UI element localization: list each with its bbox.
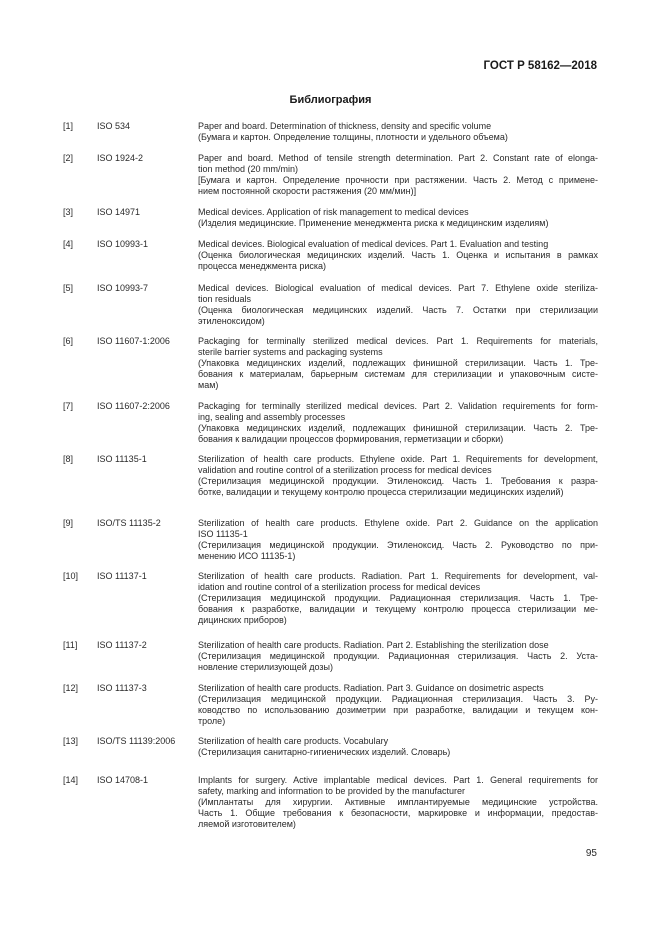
entry-standard-code: ISO 11607-1:2006 xyxy=(97,336,170,346)
entry-description xyxy=(198,153,598,197)
page-number: 95 xyxy=(585,848,597,859)
entry-description-line: Sterilization of health care products. Radiation. Part 3. Guidance on dosimetric aspects xyxy=(198,683,544,693)
entry-description xyxy=(198,336,598,391)
entry-standard-code: ISO/TS 11135-2 xyxy=(97,518,161,528)
entry-description-line: (Стерилизация медицинской продукции. Радиационная стерилизация. Часть 3. Ру- xyxy=(198,694,598,704)
entry-standard-code: ISO 10993-7 xyxy=(97,283,149,293)
entry-description-line: (Стерилизация санитарно-гигиенических изделий. Словарь) xyxy=(198,747,451,757)
entry-description-line: мам) xyxy=(198,380,219,390)
entry-description-line: Paper and board. Method of tensile strength determination. Part 2. Constant rate of elonga- xyxy=(198,153,598,163)
entry-description-line: бования к материалам, барьерным системам для стерилизации и упаковочным систе- xyxy=(198,369,598,379)
entry-description xyxy=(198,518,598,562)
entry-description-line: нием постоянной скорости растяжения (20 мм/мин)] xyxy=(198,186,417,196)
entry-description-line: Medical devices. Biological evaluation of medical devices. Part 7. Ethylene oxide steriliza- xyxy=(198,283,598,293)
entry-description-line: (Бумага и картон. Определение толщины, плотности и удельного объема) xyxy=(198,132,508,142)
entry-description xyxy=(198,775,598,830)
entry-description-line: Sterilization of health care products. Vocabulary xyxy=(198,736,389,746)
document-id: ГОСТ Р 58162—2018 xyxy=(483,60,597,72)
entry-description-line: sterile barrier systems and packaging systems xyxy=(198,347,383,357)
entry-description xyxy=(198,736,598,758)
entry-description-line: (Стерилизация медицинской продукции. Этиленоксид. Часть 2. Руководство по при- xyxy=(198,540,598,550)
entry-description-line: (Упаковка медицинских изделий, подлежащих финишной стерилизации. Часть 2. Тре- xyxy=(198,423,598,433)
entry-description xyxy=(198,640,598,673)
entry-description-line: (Стерилизация медицинской продукции. Этиленоксид. Часть 1. Требования к разра- xyxy=(198,476,598,486)
entry-description-line: Часть 1. Общие требования к безопасности, маркировке и информации, предостав- xyxy=(198,808,598,818)
entry-description-line: validation and routine control of a sterilization process for medical devices xyxy=(198,465,492,475)
entry-description-line: (Оценка биологическая медицинских изделий. Часть 1. Оценка и испытания в рамках xyxy=(198,250,598,260)
entry-description-line: ляемой изготовителем) xyxy=(198,819,296,829)
entry-description xyxy=(198,239,598,272)
entry-number: [2] xyxy=(63,153,74,163)
entry-number: [5] xyxy=(63,283,74,293)
entry-standard-code: ISO 11135-1 xyxy=(97,454,147,464)
entry-description-line: ботке, валидации и текущему контролю процесса стерилизации медицинских изделий) xyxy=(198,487,564,497)
entry-description-line: tion residuals xyxy=(198,294,252,304)
entry-standard-code: ISO 11607-2:2006 xyxy=(97,401,170,411)
entry-description-line: процесса менеджмента риска) xyxy=(198,261,327,271)
entry-description-line: бования к разработке, валидации и текущему контролю процесса стерилизации ме- xyxy=(198,604,598,614)
entry-description-line: ISO 11135-1 xyxy=(198,529,248,539)
entry-standard-code: ISO 1924-2 xyxy=(97,153,144,163)
entry-description-line: tion method (20 mm/min) xyxy=(198,164,299,174)
entry-number: [6] xyxy=(63,336,74,346)
entry-standard-code: ISO/TS 11139:2006 xyxy=(97,736,176,746)
entry-number: [13] xyxy=(63,736,79,746)
entry-description-line: Sterilization of health care products. Radiation. Part 1. Requirements for development, val- xyxy=(198,571,598,581)
entry-number: [4] xyxy=(63,239,74,249)
entry-description xyxy=(198,683,598,727)
entry-description-line: Sterilization of health care products. Ethylene oxide. Part 1. Requirements for development, xyxy=(198,454,598,464)
entry-number: [3] xyxy=(63,207,74,217)
entry-number: [7] xyxy=(63,401,74,411)
entry-description-line: ководство по использованию дозиметрии при разработке, валидации и текущем кон- xyxy=(198,705,598,715)
entry-number: [1] xyxy=(63,121,74,131)
entry-description-line: этиленоксидом) xyxy=(198,316,265,326)
bibliography-title: Библиография xyxy=(289,94,372,106)
entry-description-line: менению ИСО 11135-1) xyxy=(198,551,296,561)
entry-number: [8] xyxy=(63,454,74,464)
entry-description-line: ing, sealing and assembly processes xyxy=(198,412,346,422)
entry-standard-code: ISO 14708-1 xyxy=(97,775,149,785)
entry-description xyxy=(198,454,598,498)
entry-description-line: (Упаковка медицинских изделий, подлежащих финишной стерилизации. Часть 1. Тре- xyxy=(198,358,598,368)
entry-description-line: Sterilization of health care products. Ethylene oxide. Part 2. Guidance on the application xyxy=(198,518,598,528)
entry-description-line: (Имплантаты для хирургии. Активные имплантируемые медицинские устройства. xyxy=(198,797,598,807)
entry-description-line: дицинских приборов) xyxy=(198,615,287,625)
entry-standard-code: ISO 11137-3 xyxy=(97,683,147,693)
entry-standard-code: ISO 534 xyxy=(97,121,131,131)
entry-description-line: троле) xyxy=(198,716,226,726)
entry-description-line: Implants for surgery. Active implantable medical devices. Part 1. General requirements for xyxy=(198,775,598,785)
entry-description-line: бования к валидации процессов формирования, герметизации и сборки) xyxy=(198,434,504,444)
entry-number: [9] xyxy=(63,518,74,528)
entry-number: [11] xyxy=(63,640,78,650)
entry-description xyxy=(198,207,598,229)
entry-description-line: (Изделия медицинские. Применение менеджмента риска к медицинским изделиям) xyxy=(198,218,549,228)
entry-standard-code: ISO 14971 xyxy=(97,207,141,217)
entry-standard-code: ISO 11137-2 xyxy=(97,640,147,650)
entry-description-line: Sterilization of health care products. Radiation. Part 2. Establishing the sterilization dose xyxy=(198,640,549,650)
entry-description-line: Packaging for terminally sterilized medical devices. Part 2. Validation requirements for form- xyxy=(198,401,598,411)
entry-description xyxy=(198,283,598,327)
entry-description-line: (Стерилизация медицинской продукции. Радиационная стерилизация. Часть 2. Уста- xyxy=(198,651,598,661)
entry-standard-code: ISO 10993-1 xyxy=(97,239,149,249)
entry-description xyxy=(198,571,598,626)
entry-standard-code: ISO 11137-1 xyxy=(97,571,147,581)
entry-number: [14] xyxy=(63,775,79,785)
entry-description-line: Medical devices. Biological evaluation of medical devices. Part 1. Evaluation and testing xyxy=(198,239,549,249)
entry-description-line: Packaging for terminally sterilized medical devices. Part 1. Requirements for materials, xyxy=(198,336,598,346)
entry-description-line: (Оценка биологическая медицинских изделий. Часть 7. Остатки при стерилизации xyxy=(198,305,598,315)
entry-number: [10] xyxy=(63,571,79,581)
entry-description-line: idation and routine control of a sterilization process for medical devices xyxy=(198,582,481,592)
entry-number: [12] xyxy=(63,683,79,693)
entry-description-line: [Бумага и картон. Определение прочности при растяжении. Часть 2. Метод с примене- xyxy=(198,175,598,185)
entry-description xyxy=(198,121,598,143)
entry-description-line: Medical devices. Application of risk management to medical devices xyxy=(198,207,469,217)
entry-description xyxy=(198,401,598,445)
entry-description-line: Paper and board. Determination of thickness, density and specific volume xyxy=(198,121,492,131)
entry-description-line: safety, marking and information to be provided by the manufacturer xyxy=(198,786,465,796)
entry-description-line: новление стерилизующей дозы) xyxy=(198,662,334,672)
entry-description-line: (Стерилизация медицинской продукции. Радиационная стерилизация. Часть 1. Тре- xyxy=(198,593,598,603)
